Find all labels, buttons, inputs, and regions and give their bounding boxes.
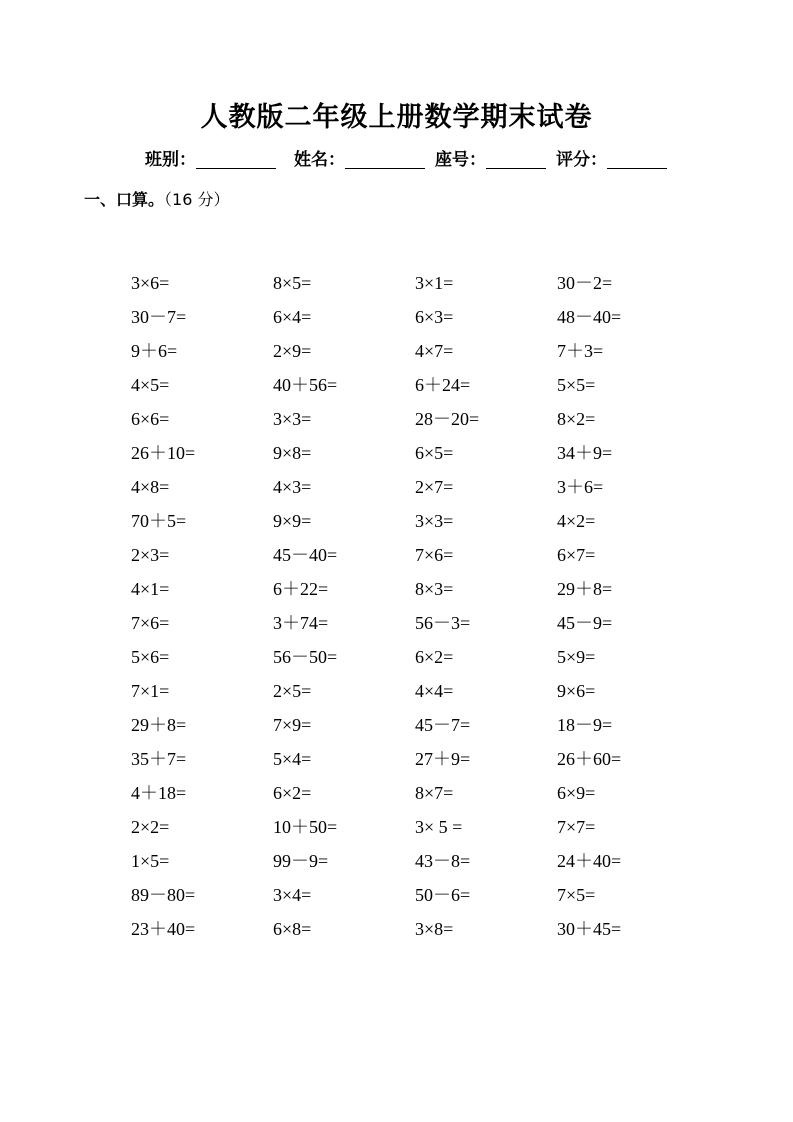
page-title: 人教版二年级上册数学期末试卷: [200, 102, 593, 133]
arithmetic-problem: 7×9=: [273, 715, 312, 735]
arithmetic-problem: 48－40=: [557, 307, 622, 327]
section-heading-text: 一、口算。: [84, 190, 165, 209]
arithmetic-problem: 99－9=: [273, 851, 329, 871]
section-points: （16 分）: [164, 190, 230, 209]
arithmetic-problem: 6×8=: [273, 919, 312, 939]
arithmetic-problem: 2×7=: [415, 477, 454, 497]
arithmetic-problem: 56－3=: [415, 613, 471, 633]
arithmetic-problem: 4×2=: [557, 511, 596, 531]
arithmetic-problem: 29＋8=: [557, 579, 613, 599]
arithmetic-problem: 4×7=: [415, 341, 454, 361]
arithmetic-problem: 40＋56=: [273, 375, 338, 395]
arithmetic-problem: 7×6=: [131, 613, 170, 633]
arithmetic-problem: 7×7=: [557, 817, 596, 837]
section-heading: [84, 188, 229, 212]
arithmetic-problem: 2×5=: [273, 681, 312, 701]
arithmetic-problem: 2×9=: [273, 341, 312, 361]
arithmetic-problem: 89－80=: [131, 885, 196, 905]
arithmetic-problems-grid: [131, 266, 699, 946]
arithmetic-problem: 30－2=: [557, 273, 613, 293]
arithmetic-problem: 24＋40=: [557, 851, 622, 871]
arithmetic-problem: 50－6=: [415, 885, 471, 905]
arithmetic-problem: 6＋24=: [415, 375, 471, 395]
arithmetic-problem: 3×4=: [273, 885, 312, 905]
arithmetic-problem: 9＋6=: [131, 341, 178, 361]
arithmetic-problem: 45－7=: [415, 715, 471, 735]
arithmetic-problem: 4×1=: [131, 579, 170, 599]
arithmetic-problem: 26＋60=: [557, 749, 622, 769]
arithmetic-problem: 18－9=: [557, 715, 613, 735]
arithmetic-problem: 28－20=: [415, 409, 480, 429]
arithmetic-problem: 4×5=: [131, 375, 170, 395]
arithmetic-problem: 7×5=: [557, 885, 596, 905]
arithmetic-problem: 3×8=: [415, 919, 454, 939]
arithmetic-problem: 10＋50=: [273, 817, 338, 837]
arithmetic-problem: 6×6=: [131, 409, 170, 429]
seat-blank[interactable]: [486, 149, 546, 169]
arithmetic-problem: 5×4=: [273, 749, 312, 769]
arithmetic-problem: 2×3=: [131, 545, 170, 565]
arithmetic-problem: 29＋8=: [131, 715, 187, 735]
arithmetic-problem: 8×2=: [557, 409, 596, 429]
arithmetic-problem: 6×3=: [415, 307, 454, 327]
arithmetic-problem: 6×2=: [415, 647, 454, 667]
arithmetic-problem: 6×4=: [273, 307, 312, 327]
seat-field: [435, 147, 546, 173]
arithmetic-problem: 35＋7=: [131, 749, 187, 769]
name-label: 姓名：: [294, 150, 345, 170]
arithmetic-problem: 5×9=: [557, 647, 596, 667]
arithmetic-problem: 4×8=: [131, 477, 170, 497]
arithmetic-problem: 1×5=: [131, 851, 170, 871]
student-info-row: [145, 147, 667, 173]
arithmetic-problem: 45－9=: [557, 613, 613, 633]
arithmetic-problem: 5×6=: [131, 647, 170, 667]
arithmetic-problem: 6×9=: [557, 783, 596, 803]
score-blank[interactable]: [607, 149, 667, 169]
arithmetic-problem: 30－7=: [131, 307, 187, 327]
arithmetic-problem: 4＋18=: [131, 783, 187, 803]
arithmetic-problem: 3×6=: [131, 273, 170, 293]
arithmetic-problem: 6×7=: [557, 545, 596, 565]
arithmetic-problem: 34＋9=: [557, 443, 613, 463]
arithmetic-problem: 56－50=: [273, 647, 338, 667]
arithmetic-problem: 3＋74=: [273, 613, 329, 633]
class-field: [145, 147, 276, 173]
arithmetic-problem: 4×4=: [415, 681, 454, 701]
arithmetic-problem: 45－40=: [273, 545, 338, 565]
arithmetic-problem: 8×5=: [273, 273, 312, 293]
arithmetic-problem: 70＋5=: [131, 511, 187, 531]
arithmetic-problem: 7×6=: [415, 545, 454, 565]
name-blank[interactable]: [345, 149, 425, 169]
arithmetic-problem: 3×1=: [415, 273, 454, 293]
arithmetic-problem: 43－8=: [415, 851, 471, 871]
arithmetic-problem: 6＋22=: [273, 579, 329, 599]
arithmetic-problem: 6×2=: [273, 783, 312, 803]
name-field: [294, 147, 425, 173]
class-label: 班别：: [145, 150, 196, 170]
arithmetic-problem: 23＋40=: [131, 919, 196, 939]
arithmetic-problem: 7＋3=: [557, 341, 604, 361]
arithmetic-problem: 3×3=: [415, 511, 454, 531]
arithmetic-problem: 3× 5 =: [415, 817, 463, 837]
arithmetic-problem: 26＋10=: [131, 443, 196, 463]
arithmetic-problem: 9×8=: [273, 443, 312, 463]
arithmetic-problem: 30＋45=: [557, 919, 622, 939]
arithmetic-problem: 7×1=: [131, 681, 170, 701]
seat-label: 座号：: [435, 150, 486, 170]
arithmetic-problem: 6×5=: [415, 443, 454, 463]
arithmetic-problem: 5×5=: [557, 375, 596, 395]
arithmetic-problem: 3＋6=: [557, 477, 604, 497]
score-label: 评分：: [556, 150, 607, 170]
arithmetic-problem: 27＋9=: [415, 749, 471, 769]
arithmetic-problem: 9×6=: [557, 681, 596, 701]
arithmetic-problem: 8×7=: [415, 783, 454, 803]
arithmetic-problem: 4×3=: [273, 477, 312, 497]
class-blank[interactable]: [196, 149, 276, 169]
arithmetic-problem: 8×3=: [415, 579, 454, 599]
arithmetic-problem: 3×3=: [273, 409, 312, 429]
arithmetic-problem: 2×2=: [131, 817, 170, 837]
score-field: [556, 147, 667, 173]
arithmetic-problem: 9×9=: [273, 511, 312, 531]
